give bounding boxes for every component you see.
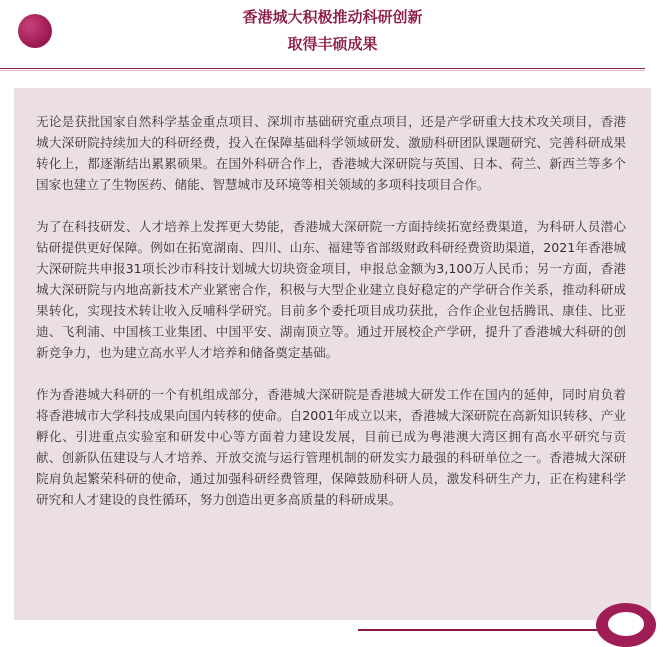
footer-divider bbox=[358, 629, 608, 631]
decorative-circle-icon bbox=[18, 14, 52, 48]
paragraph-2: 为了在科技研发、人才培养上发挥更大势能，香港城大深研院一方面持续拓宽经费渠道，为科研人员潜心钻研提供更好保障。例如在拓宽湖南、四川、山东、福建等省部级财政科研经费资助渠道，2021年香港城大深研院共申报31项长沙市科技计划城大切块资金项目，申报总金额为3,100万人民币；另一方面，香港城大深研院与内地高新技术产业紧密合作，积极与大型企业建立良好稳定的产学研合作关系，推动科研成果转化，实现技术转让收入反哺科学研究。目前多个委托项目成功获批，合作企业包括腾讯、康佳、比亚迪、飞利浦、中国核工业集团、中国平安、湖南顶立等。通过开展校企产学研，提升了香港城大科研的创新竞争力，也为建立高水平人才培养和储备奠定基础。 bbox=[36, 219, 626, 360]
title-line-2: 取得丰硕成果 bbox=[287, 35, 378, 53]
header-divider bbox=[0, 68, 645, 69]
article-body bbox=[36, 111, 626, 510]
paragraph-1: 无论是获批国家自然科学基金重点项目、深圳市基础研究重点项目，还是产学研重大技术攻关项目，香港城大深研院持续加大的科研经费，投入在保障基础科学领域研发、激励科研团队课题研究、完善科研成果转化上，都逐渐结出累累硕果。在国外科研合作上，香港城大深研院与英国、日本、荷兰、新西兰等多个国家也建立了生物医药、储能、智慧城市及环境等相关领域的多项科技项目合作。 bbox=[36, 114, 626, 192]
header-divider-secondary bbox=[0, 70, 645, 71]
title-line-1: 香港城大积极推动科研创新 bbox=[242, 8, 423, 26]
page-title bbox=[120, 4, 545, 58]
decorative-ring-icon bbox=[596, 603, 656, 647]
paragraph-3: 作为香港城大科研的一个有机组成部分，香港城大深研院是香港城大研发工作在国内的延伸，同时肩负着将香港城市大学科技成果向国内转移的使命。自2001年成立以来，香港城大深研院在高新知识转移、产业孵化、引进重点实验室和研发中心等方面着力建设发展，目前已成为粤港澳大湾区拥有高水平研究与贡献、创新队伍建设与人才培养、开放交流与运行管理机制的研发实力最强的科研单位之一。香港城大深研院肩负起繁荣科研的使命，通过加强科研经费管理，保障鼓励科研人员，激发科研生产力，正在构建科学研究和人才建设的良性循环，努力创造出更多高质量的科研成果。 bbox=[36, 387, 626, 507]
